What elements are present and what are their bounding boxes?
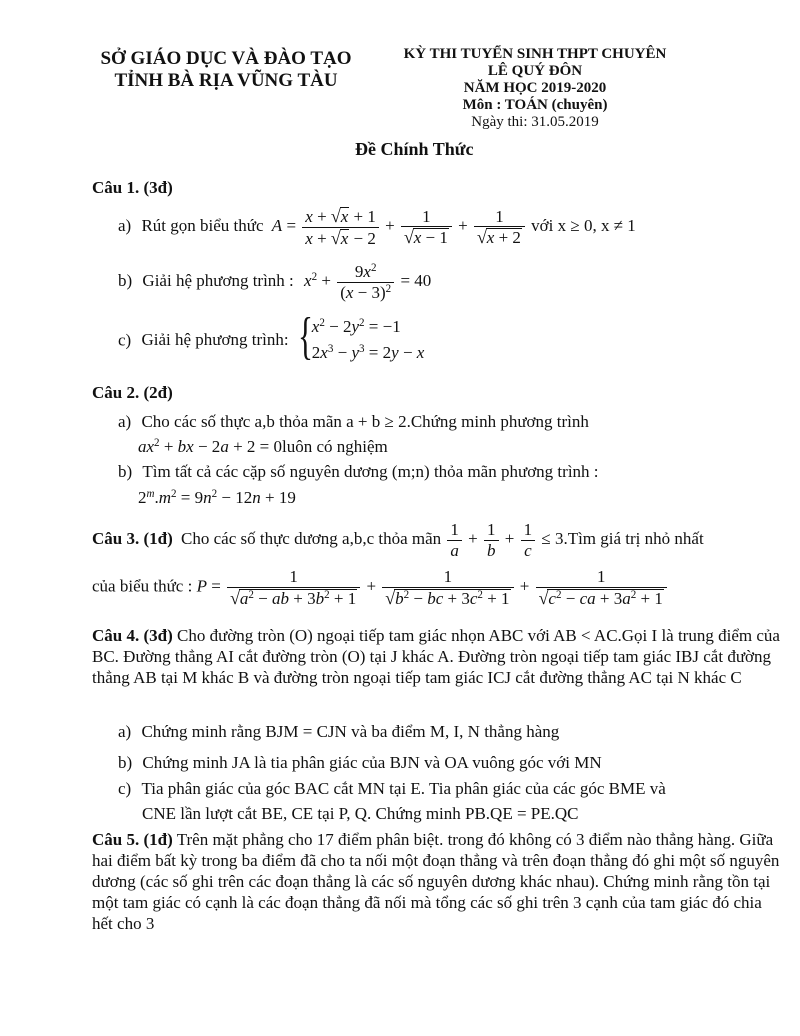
q1-a-label: a)	[118, 216, 132, 236]
province-name: TỈNH BÀ RỊA VŨNG TÀU	[114, 70, 338, 91]
q2-b-label: b)	[118, 462, 133, 481]
school-name: LÊ QUÝ ĐÔN	[487, 63, 583, 79]
exam-name: KỲ THI TUYỂN SINH THPT CHUYÊN	[403, 46, 667, 62]
q2-a-text: Cho các số thực a,b thỏa mãn a + b ≥ 2.Chứng minh phương trình	[141, 412, 589, 431]
q4-heading: Câu 4. (3đ)	[92, 626, 173, 645]
q1-b-text: Giải hệ phương trình :	[142, 270, 294, 290]
q2-a-equation: $ax^2$ + bx − 2a + 2 = 0luôn có nghiệm	[138, 436, 388, 456]
q3-text2: .Tìm giá trị nhỏ nhất	[563, 528, 704, 548]
q4-a-text: Chứng minh rằng BJM = CJN và ba điểm M, I, N thẳng hàng	[141, 722, 560, 741]
q3-line1: Câu 3. (1đ) Cho các số thực dương a,b,c thỏa mãn $\frac{1}{a}$ + $\frac{1}{b}$ + $\frac{1}{c}$ ≤ 3.Tìm giá trị nhỏ nhất	[92, 520, 704, 560]
header-left	[96, 48, 356, 92]
department-name: SỞ GIÁO DỤC VÀ ĐÀO TẠO	[100, 48, 352, 69]
exam-date: Ngày thi: 31.05.2019	[471, 114, 599, 130]
q1-heading: Câu 1. (3đ)	[92, 178, 173, 197]
q4-c-label: c)	[118, 779, 132, 798]
q2-a-label: a)	[118, 412, 132, 431]
q2-b-text: Tìm tất cả các cặp số nguyên dương (m;n) thỏa mãn phương trình :	[142, 462, 599, 481]
q2-a	[118, 412, 589, 432]
q4-b-label: b)	[118, 753, 133, 772]
subject: Môn : TOÁN (chuyên)	[462, 97, 608, 113]
q3-line2: của biểu thức : P = $\frac{1}{√a^2 - ab + 3b^2 + 1}$ + $\frac{1}{√b^2 - bc + 3c^2 + 1}$ + $\frac{1}{√c^2 - ca + 3a^2 + 1}$	[92, 567, 669, 608]
q4-intro	[92, 625, 782, 688]
q1-c-label: c)	[118, 330, 132, 350]
q3-text1: Cho các số thực dương a,b,c thỏa mãn	[181, 528, 442, 548]
q4-c-text1: Tia phân giác của góc BAC cắt MN tại E. Tia phân giác của các góc BME và	[141, 779, 666, 798]
q4-c	[118, 779, 666, 799]
q1-b: b) Giải hệ phương trình : $x^2$ + $\frac{9x^2}{(x - 3)^2}$ = 40	[118, 261, 432, 302]
q1-b-label: b)	[118, 270, 133, 290]
q1-c-text: Giải hệ phương trình:	[141, 330, 289, 350]
q4-intro-text: Cho đường tròn (O) ngoại tiếp tam giác nhọn ABC với AB < AC.Gọi I là trung điểm của BC. Đường thẳng AI cắt đường tròn (O) tại J khác A. Đường tròn ngoại tiếp tam giác IBJ cắt đường thẳng AB tại M khác B và đường tròn ngoại tiếp tam giác ICJ cắt đường thẳng AC tại N khác C	[92, 626, 780, 687]
q5-heading: Câu 5. (1đ)	[92, 830, 173, 849]
q1-c: c) Giải hệ phương trình: { $x^2 - 2y^2 = -1$ $2x^3 - y^3 = 2y - x$	[118, 308, 425, 366]
q2-a-tail: luôn có nghiệm	[282, 437, 388, 456]
q3-heading: Câu 3. (1đ)	[92, 528, 173, 548]
q4-a	[118, 722, 559, 742]
q3-text3: của biểu thức :	[92, 576, 193, 596]
q2-heading: Câu 2. (2đ)	[92, 383, 173, 402]
school-year: NĂM HỌC 2019-2020	[463, 80, 607, 96]
q5	[92, 829, 782, 934]
q1-a-condition: với x ≥ 0, x ≠ 1	[531, 216, 636, 236]
q4-b	[118, 753, 602, 773]
q4-a-label: a)	[118, 722, 132, 741]
header-right	[380, 46, 690, 131]
q4-b-text: Chứng minh JA là tia phân giác của BJN và OA vuông góc với MN	[142, 753, 602, 772]
q2-b-equation: $2^m.m^2 = 9n^2 - 12n + 19$	[138, 487, 296, 507]
q1-a-text: Rút gọn biểu thức	[141, 216, 264, 236]
page-title: Đề Chính Thức	[355, 139, 474, 159]
q4-c-line2: CNE lần lượt cắt BE, CE tại P, Q. Chứng minh PB.QE = PE.QC	[142, 804, 579, 823]
q2-b	[118, 462, 599, 482]
q1-a: a) Rút gọn biểu thức A = $\frac{x + √x + 1}{x + √x - 2}$ + $\frac{1}{√x - 1}$ + $\frac{1}{√x + 2}$ với x ≥ 0, x ≠ 1	[118, 206, 636, 248]
q5-text: Trên mặt phẳng cho 17 điểm phân biệt. trong đó không có 3 điểm nào thẳng hàng. Giữa hai điểm bất kỳ trong ba điểm đã cho ta nối một đoạn thẳng và trên đoạn thẳng đó ghi một số nguyên dương (các số ghi trên các đoạn thẳng là các số nguyên dương khác nhau). Chứng minh rằng tồn tại một tam giác có cạnh là các đoạn thẳng đã nối mà tổng các số ghi trên 3 cạnh của tam giác đó chia hết cho 3	[92, 830, 780, 933]
